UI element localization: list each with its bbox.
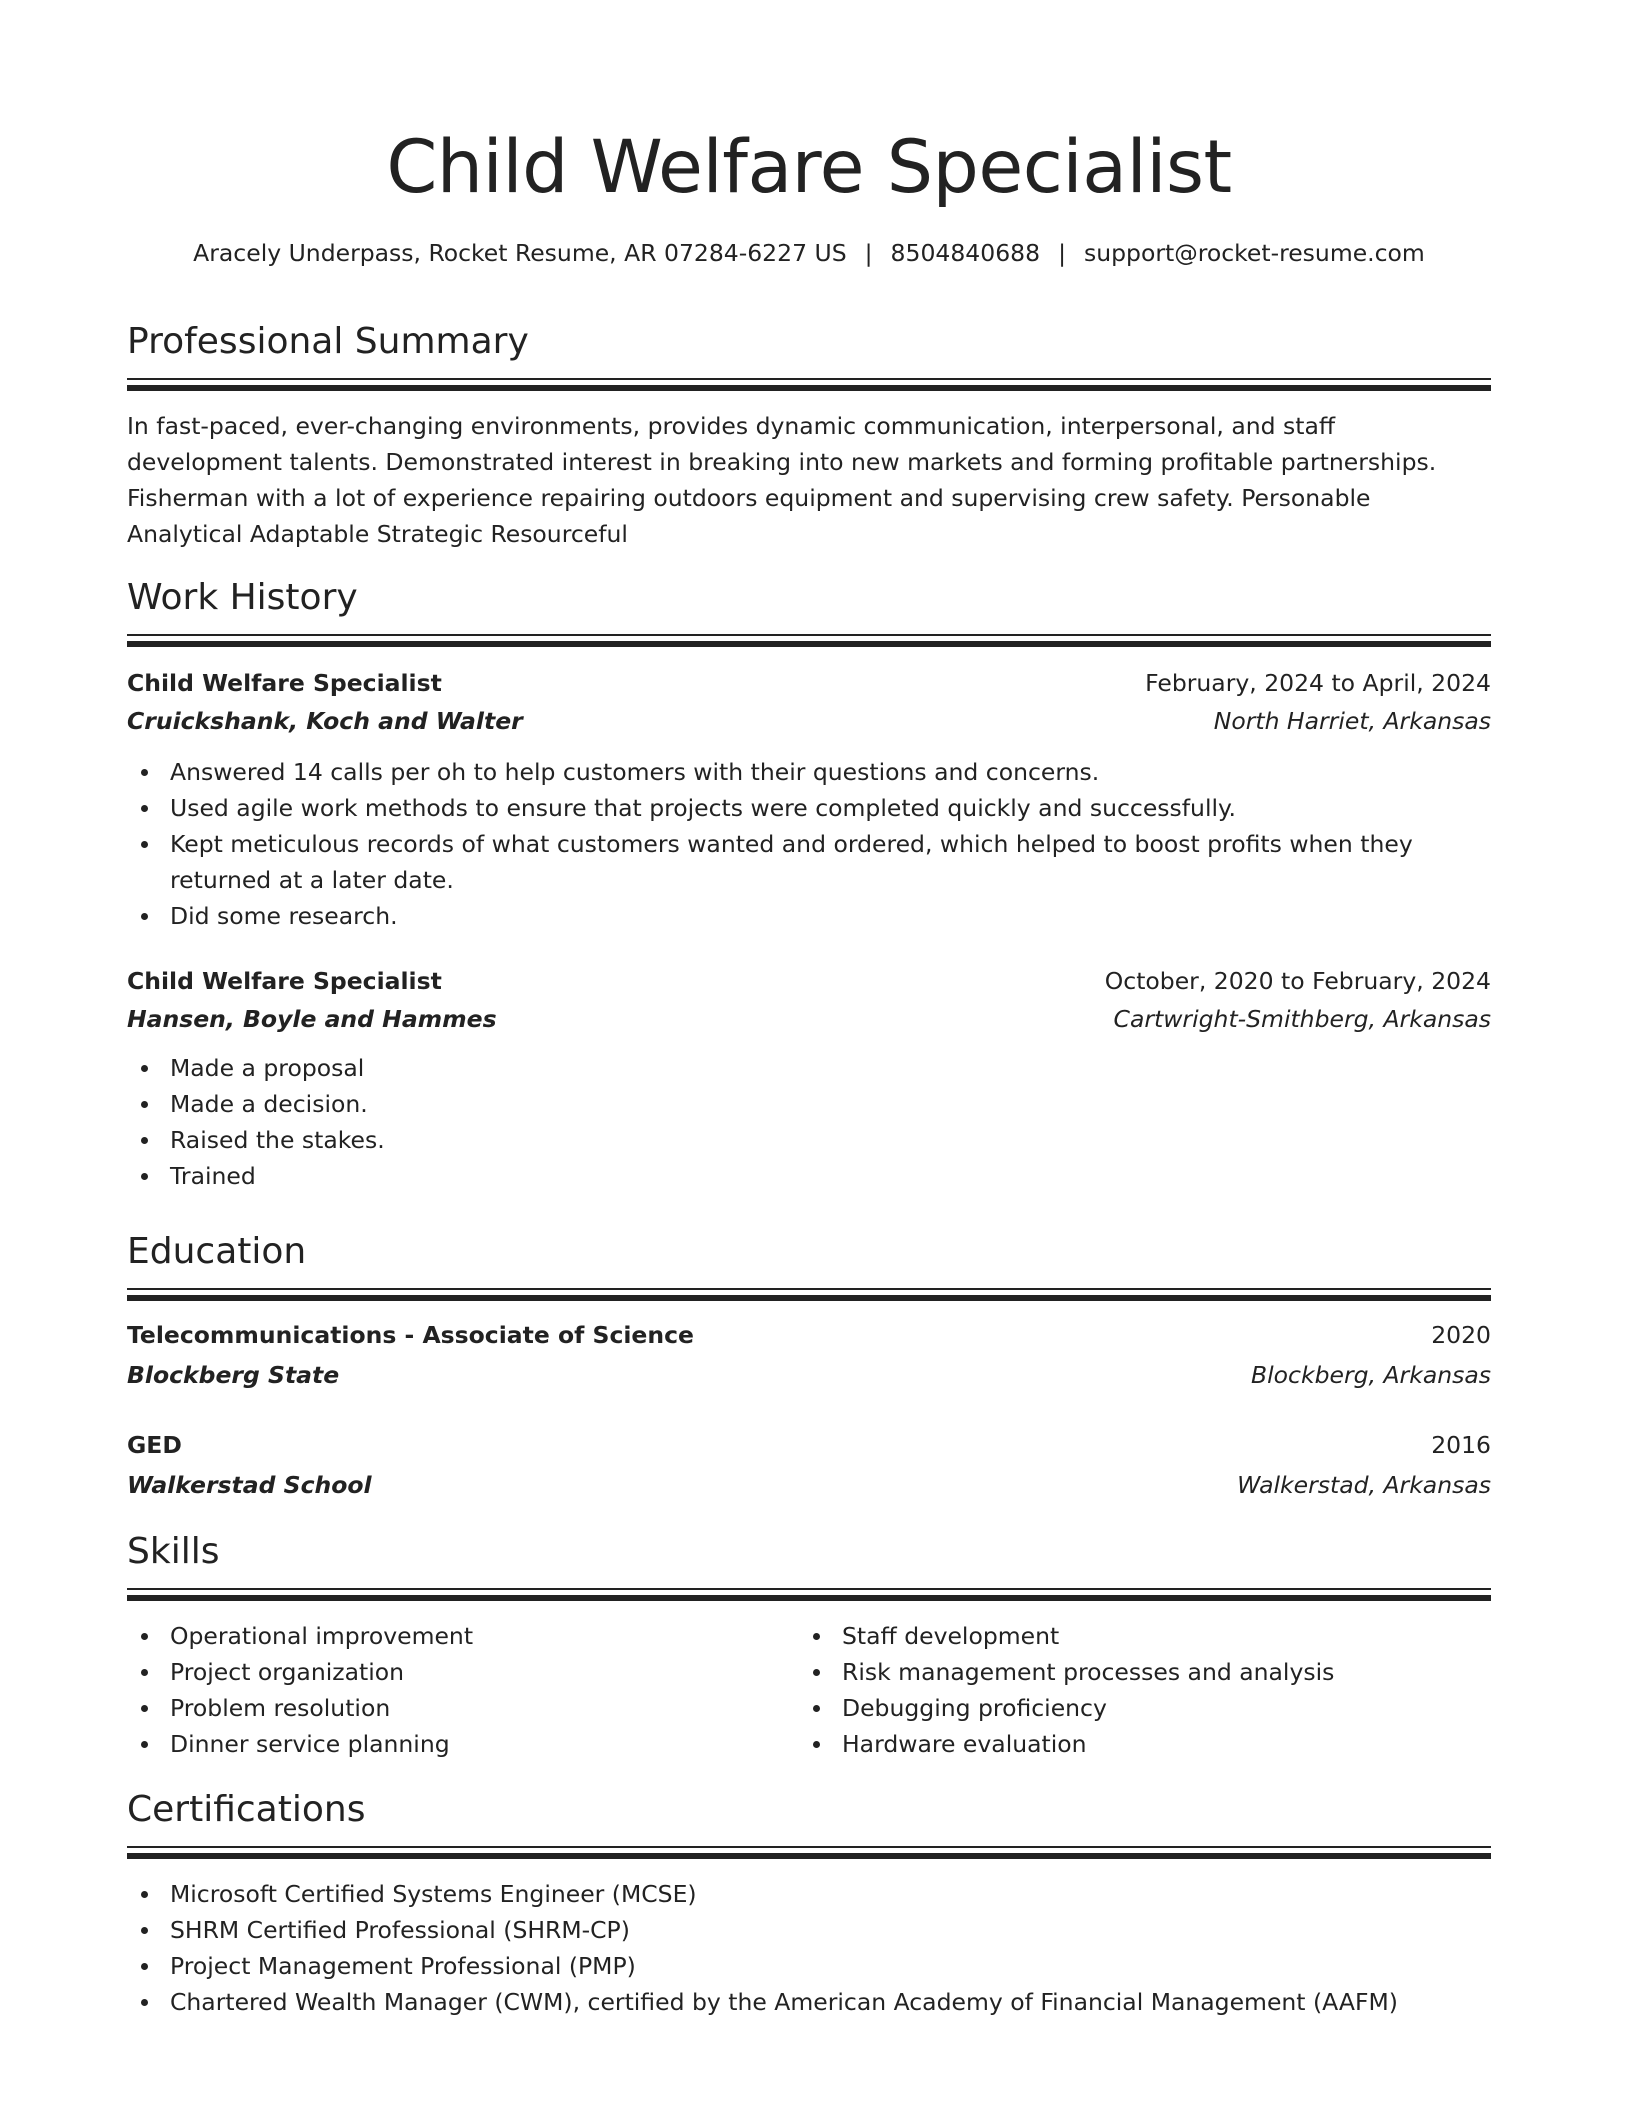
education-year: 2020 [1431,1321,1491,1349]
list-item: Kept meticulous records of what customers wanted and ordered, which helped to boost profits when they returned at a later date. [127,826,1491,898]
section-divider [127,378,1491,392]
contact-address: Aracely Underpass, Rocket Resume, AR 07284-6227 US [193,239,847,267]
list-item: Hardware evaluation [799,1726,1471,1762]
certifications-section [127,1786,1491,2020]
job-bullets [127,1050,1491,1194]
work-history-section [127,574,1491,1194]
job-company-row [127,1000,1491,1038]
section-heading-summary: Professional Summary [127,321,529,362]
education-section [127,1228,1491,1504]
education-entry [127,1316,1491,1394]
education-entry [127,1426,1491,1504]
skills-section [127,1528,1491,1758]
job-header-row [127,962,1491,1000]
job-location: Cartwright-Smithberg, Arkansas [1113,1005,1491,1033]
job-header-row [127,664,1491,702]
section-heading-certifications: Certifications [127,1789,366,1830]
contact-phone: 8504840688 [890,239,1041,267]
list-item: Made a decision. [127,1086,1491,1122]
education-degree: Telecommunications - Associate of Science [127,1321,694,1349]
education-location: Walkerstad, Arkansas [1237,1471,1491,1499]
list-item: SHRM Certified Professional (SHRM-CP) [127,1912,1491,1948]
list-item: Dinner service planning [127,1726,799,1762]
list-item: Project organization [127,1654,799,1690]
contact-line [127,236,1491,270]
resume-title: Child Welfare Specialist [386,125,1232,210]
section-heading-skills: Skills [127,1531,220,1572]
job-dates: February, 2024 to April, 2024 [1145,669,1491,697]
education-school: Walkerstad School [127,1471,372,1499]
skills-list-left [127,1618,799,1762]
job-entry [127,664,1491,934]
section-divider [127,1846,1491,1860]
list-item: Staff development [799,1618,1471,1654]
job-dates: October, 2020 to February, 2024 [1104,967,1491,995]
job-company: Hansen, Boyle and Hammes [127,1005,497,1033]
list-item: Raised the stakes. [127,1122,1491,1158]
list-item: Problem resolution [127,1690,799,1726]
list-item: Used agile work methods to ensure that projects were completed quickly and successfully. [127,790,1491,826]
education-header-row [127,1426,1491,1464]
job-title: Child Welfare Specialist [127,967,442,995]
education-school-row [127,1466,1491,1504]
section-divider [127,634,1491,648]
job-bullets [127,754,1491,934]
list-item: Trained [127,1158,1491,1194]
contact-separator: | [864,239,873,267]
education-header-row [127,1316,1491,1354]
job-entry [127,962,1491,1194]
contact-email: support@rocket-resume.com [1083,239,1425,267]
list-item: Debugging proficiency [799,1690,1471,1726]
section-heading-education: Education [127,1231,307,1272]
job-company-row [127,702,1491,740]
education-year: 2016 [1431,1431,1491,1459]
section-divider [127,1288,1491,1302]
list-item: Made a proposal [127,1050,1491,1086]
section-divider [127,1588,1491,1602]
list-item: Operational improvement [127,1618,799,1654]
summary-text: In fast-paced, ever-changing environments, provides dynamic communication, interpersonal, and staff development talents. Demonstrated interest in breaking into new markets and forming profitable partnerships. Fisherman with a lot of experience repairing outdoors equipment and supervising crew safety. Personable Analytical Adaptable Strategic Resourceful [127,412,1437,548]
education-degree: GED [127,1431,182,1459]
list-item: Did some research. [127,898,1491,934]
list-item: Chartered Wealth Manager (CWM), certified by the American Academy of Financial Management (AAFM) [127,1984,1491,2020]
contact-separator: | [1058,239,1066,267]
section-heading-work-history: Work History [127,577,358,618]
education-school: Blockberg State [127,1361,340,1389]
list-item: Risk management processes and analysis [799,1654,1471,1690]
summary-section [127,318,1491,552]
education-location: Blockberg, Arkansas [1251,1361,1491,1389]
education-school-row [127,1356,1491,1394]
certifications-list [127,1876,1491,2020]
list-item: Microsoft Certified Systems Engineer (MCSE) [127,1876,1491,1912]
job-company: Cruickshank, Koch and Walter [127,707,523,735]
list-item: Project Management Professional (PMP) [127,1948,1491,1984]
skills-list-right [799,1618,1471,1762]
list-item: Answered 14 calls per oh to help customers with their questions and concerns. [127,754,1491,790]
job-title: Child Welfare Specialist [127,669,442,697]
job-location: North Harriet, Arkansas [1213,707,1491,735]
